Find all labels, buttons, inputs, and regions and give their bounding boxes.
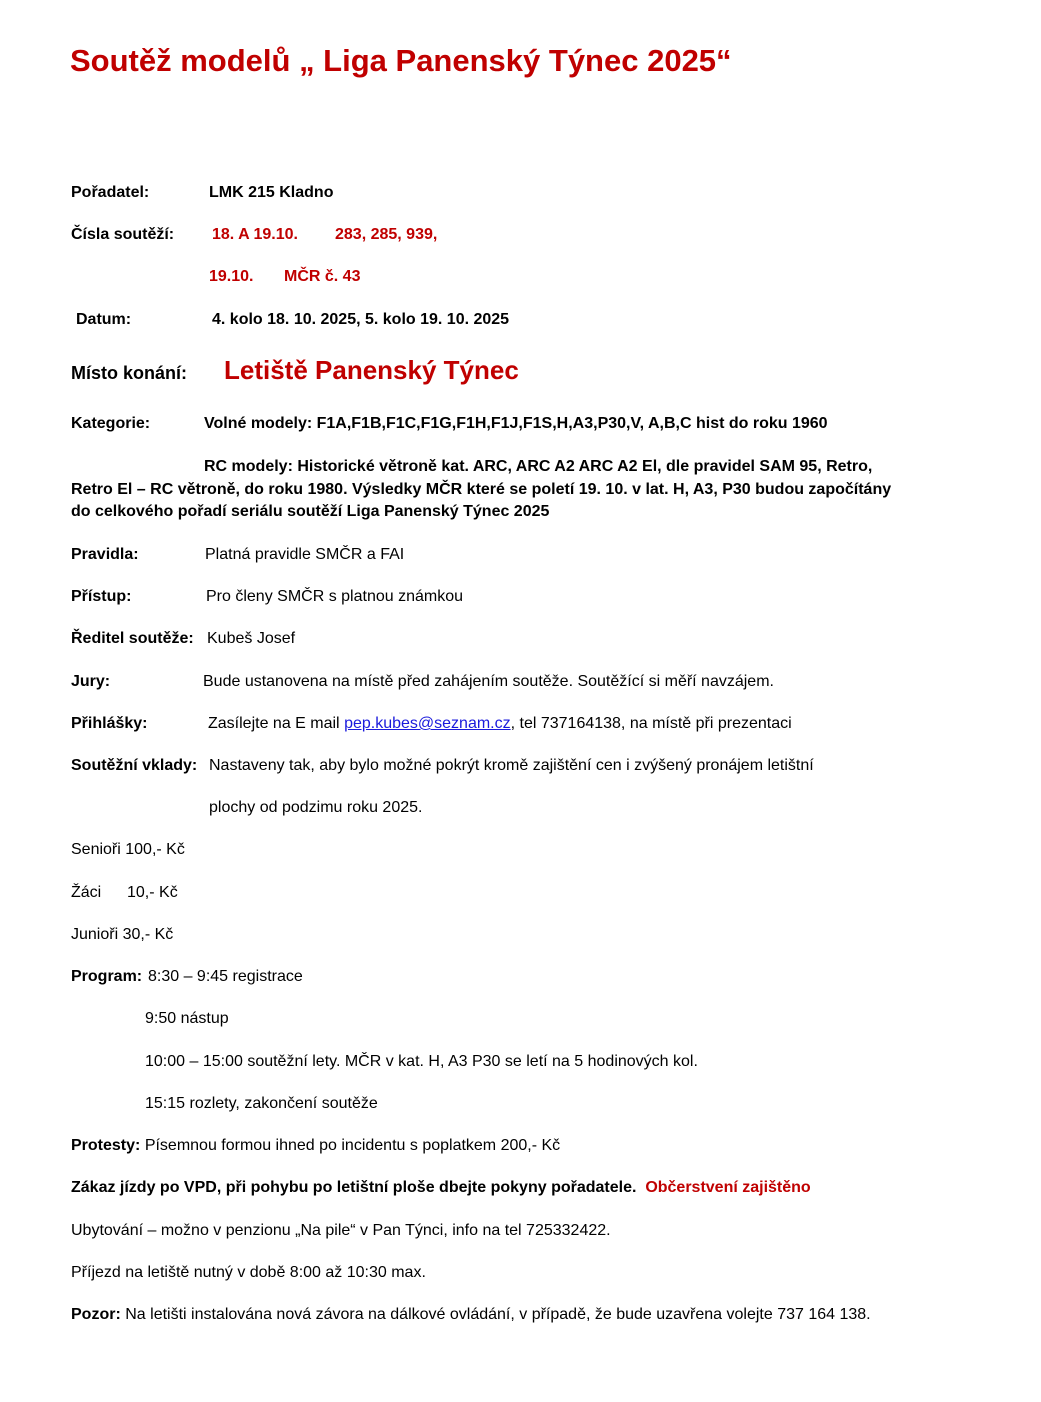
fee-juniors: Junioři 30,- Kč	[71, 926, 174, 943]
refreshments-note: Občerstvení zajištěno	[645, 1179, 811, 1196]
protests-label: Protesty:	[71, 1137, 141, 1154]
access-value: Pro členy SMČR s platnou známkou	[206, 588, 463, 605]
accommodation-text: Ubytování – možno v penzionu „Na pile“ v Pan Týnci, info na tel 725332422.	[71, 1222, 611, 1239]
fee-pupils-label: Žáci	[71, 884, 102, 901]
warning-label: Pozor:	[71, 1306, 121, 1323]
program-item: 10:00 – 15:00 soutěžní lety. MČR v kat. H, A3 P30 se letí na 5 hodinových kol.	[145, 1053, 698, 1070]
competition-dates: 18. A 19.10.	[212, 226, 298, 243]
competition-numbers-label: Čísla soutěží:	[71, 226, 175, 243]
categories-rc-line1: RC modely: Historické větroně kat. ARC, ARC A2 ARC A2 El, dle pravidel SAM 95, Retro,	[204, 458, 873, 475]
notice-text: Zákaz jízdy po VPD, při pohybu po letištní ploše dbejte pokyny pořadatele.	[71, 1179, 637, 1196]
director-label: Ředitel soutěže:	[71, 630, 194, 647]
access-label: Přístup:	[71, 588, 132, 605]
categories-free-flight: Volné modely: F1A,F1B,F1C,F1G,F1H,F1J,F1S,H,A3,P30,V, A,B,C hist do roku 1960	[204, 415, 828, 432]
venue-value: Letiště Panenský Týnec	[224, 355, 519, 385]
program-label: Program:	[71, 968, 143, 985]
categories-label: Kategorie:	[71, 415, 151, 432]
jury-label: Jury:	[71, 673, 111, 690]
arrival-text: Příjezd na letiště nutný v době 8:00 až 10:30 max.	[71, 1264, 426, 1281]
fees-line2: plochy od podzimu roku 2025.	[209, 799, 423, 816]
rules-value: Platná pravidle SMČR a FAI	[205, 546, 405, 563]
jury-value: Bude ustanovena na místě před zahájením soutěže. Soutěžící si měří navzájem.	[203, 673, 774, 690]
warning-line	[71, 1305, 871, 1325]
date-value: 4. kolo 18. 10. 2025, 5. kolo 19. 10. 2025	[212, 311, 510, 328]
mcr-number: MČR č. 43	[284, 268, 361, 285]
fees-label: Soutěžní vklady:	[71, 757, 198, 774]
organizer-label: Pořadatel:	[71, 184, 150, 201]
registration-suffix: , tel 737164138, na místě při prezentaci	[510, 715, 792, 732]
program-item: 9:50 nástup	[145, 1010, 229, 1027]
program-item: 8:30 – 9:45 registrace	[148, 968, 303, 985]
notice-line	[71, 1178, 811, 1198]
warning-value: Na letišti instalována nová závora na dálkové ovládání, v případě, že bude uzavřena volejte 737 164 138.	[125, 1306, 871, 1323]
registration-prefix: Zasílejte na E mail	[208, 715, 345, 732]
program-item: 15:15 rozlety, zakončení soutěže	[145, 1095, 378, 1112]
registration-line	[208, 714, 792, 734]
director-value: Kubeš Josef	[207, 630, 296, 647]
categories-rc-line3: do celkového pořadí seriálu soutěží Liga Panenský Týnec 2025	[71, 503, 550, 520]
protests-line	[71, 1136, 560, 1156]
fees-line1: Nastaveny tak, aby bylo možné pokrýt kromě zajištění cen i zvýšený pronájem letištní	[209, 757, 814, 774]
fee-pupils-value: 10,- Kč	[127, 884, 178, 901]
rules-label: Pravidla:	[71, 546, 139, 563]
fee-seniors: Senioři 100,- Kč	[71, 841, 185, 858]
venue-label: Místo konání:	[71, 363, 187, 383]
protests-value: Písemnou formou ihned po incidentu s poplatkem 200,- Kč	[144, 1137, 561, 1154]
page-title: Soutěž modelů „ Liga Panenský Týnec 2025“	[70, 43, 732, 78]
competition-numbers: 283, 285, 939,	[335, 226, 438, 243]
categories-rc-line2: Retro El – RC větroně, do roku 1980. Výsledky MČR které se poletí 19. 10. v lat. H, A3, P30 budou započítány	[71, 481, 892, 498]
organizer-value: LMK 215 Kladno	[209, 184, 334, 201]
email-link[interactable]: pep.kubes@seznam.cz	[344, 715, 511, 732]
mcr-date: 19.10.	[209, 268, 254, 285]
registration-label: Přihlášky:	[71, 715, 148, 732]
date-label: Datum:	[76, 311, 132, 328]
